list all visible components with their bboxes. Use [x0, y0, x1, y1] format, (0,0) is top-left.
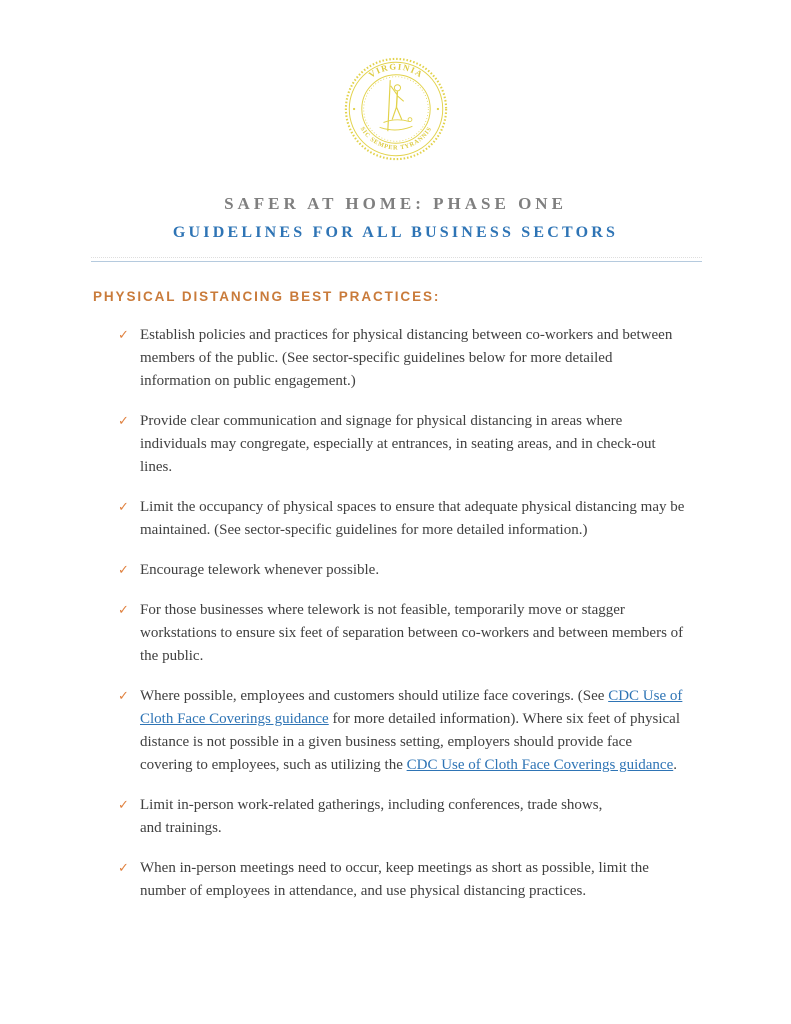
bullet-text: Establish policies and practices for physical distancing between co-workers and between members of the public. (See sector-specific guidelines below for more detailed information on public engagement.): [140, 327, 673, 389]
page-title: SAFER AT HOME: PHASE ONE: [224, 194, 567, 213]
bullet-list: [0, 324, 791, 903]
header-divider: [91, 257, 702, 262]
list-item: [118, 410, 791, 479]
list-item: [118, 324, 791, 393]
checkmark-icon: ✓: [118, 689, 129, 704]
virginia-state-seal-icon: [343, 56, 449, 162]
seal-bottom-text: SIC SEMPER TYRANNIS: [358, 125, 433, 152]
bullet-text: Where possible, employees and customers should utilize face coverings. (See CDC Use of Cloth Face Coverings guidance for more detailed information). Where six feet of physical distance is not possible in a given business setting, employers should provide face covering to employees, such as utilizing the CDC Use of Cloth Face Coverings guidance.: [140, 688, 683, 773]
document-header: [0, 194, 791, 242]
page-subtitle: GUIDELINES FOR ALL BUSINESS SECTORS: [172, 224, 619, 241]
bullet-text: For those businesses where telework is not feasible, temporarily move or stagger workstations to ensure six feet of separation between co-workers and between members of the public.: [140, 602, 684, 664]
list-item: [118, 599, 791, 668]
list-item: [118, 559, 791, 582]
checkmark-icon: ✓: [118, 500, 129, 515]
checkmark-icon: ✓: [118, 328, 129, 343]
seal-top-text: VIRGINIA: [366, 61, 425, 80]
checkmark-icon: ✓: [118, 563, 129, 578]
list-item: [118, 496, 791, 542]
checkmark-icon: ✓: [118, 603, 129, 618]
cdc-cloth-face-coverings-link[interactable]: CDC Use of Cloth Face Coverings guidance: [406, 757, 674, 773]
checkmark-icon: ✓: [118, 414, 129, 429]
seal-container: [0, 56, 791, 162]
bullet-text: Limit the occupancy of physical spaces to ensure that adequate physical distancing may be maintained. (See sector-specific guidelines for more detailed information.): [140, 499, 685, 538]
bullet-text: Encourage telework whenever possible.: [140, 562, 380, 578]
bullet-text: Limit in-person work-related gatherings, including conferences, trade shows, and trainings.: [140, 797, 603, 836]
list-item: [118, 794, 791, 840]
cdc-cloth-face-coverings-link[interactable]: CDC Use of Cloth Face Coverings guidance: [140, 688, 683, 727]
checkmark-icon: ✓: [118, 798, 129, 813]
bullet-text: Provide clear communication and signage for physical distancing in areas where individuals may congregate, especially at entrances, in seating areas, and in check-out lines.: [140, 413, 656, 475]
bullet-text: When in-person meetings need to occur, keep meetings as short as possible, limit the number of employees in attendance, and use physical distancing practices.: [140, 860, 649, 899]
checkmark-icon: ✓: [118, 861, 129, 876]
list-item: [118, 857, 791, 903]
list-item: [118, 685, 791, 777]
section-heading: PHYSICAL DISTANCING BEST PRACTICES:: [93, 289, 441, 304]
